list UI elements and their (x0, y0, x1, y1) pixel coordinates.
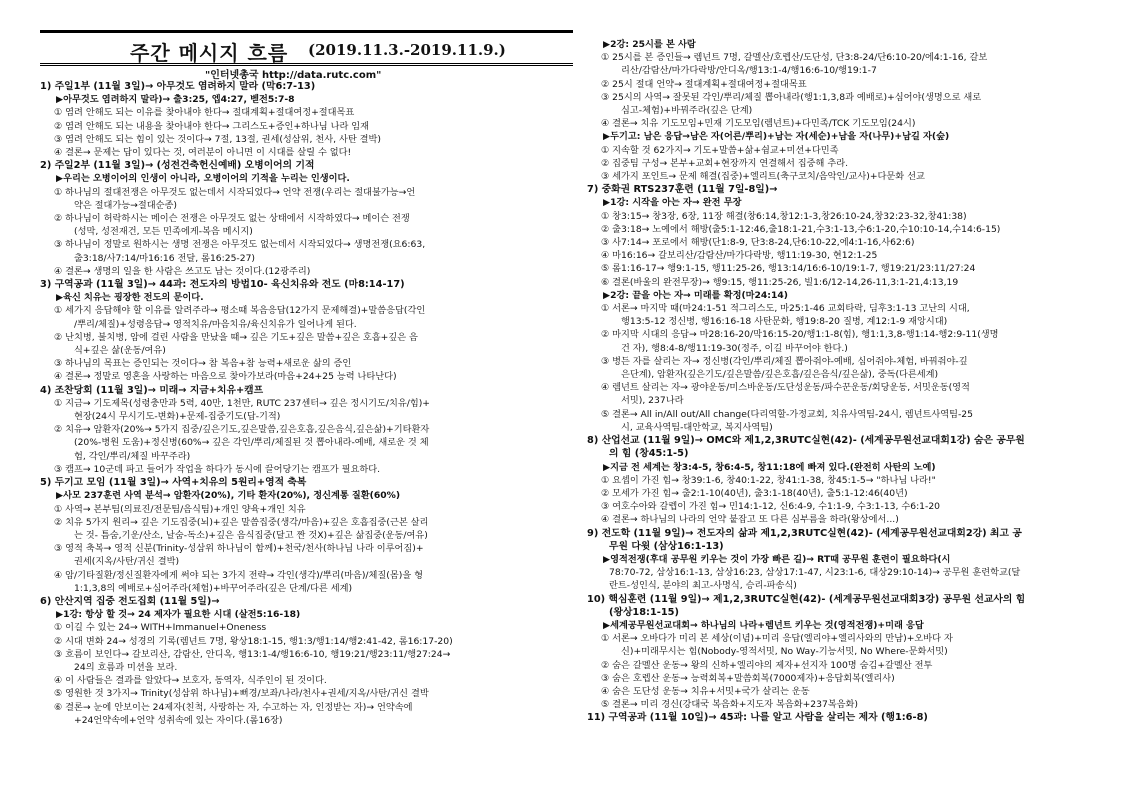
text-line: (20%-병원 도움)+정신병(60%→ 깊은 각인/뿌리/체질된 것 뽑아내라-예배, 새로운 것 체 (74, 437, 429, 449)
text-line: ④ 마16:16→ 갈보리산/감람산/마가다락방, 행11:19-30, 현12:1-25 (601, 250, 878, 262)
text-line: ③ 숨은 호렙산 운동→ 능력회복+말씀회복(7000제자)+응답회복(엘리사) (601, 672, 895, 684)
text-line: ▶1강: 항상 할 것→ 24 제자가 필요한 시대 (살전5:16-18) (56, 609, 301, 621)
text-line: 리산/감람산/마가다락방/안디옥/행13:1-4/행16:6-10/행19:1-7 (621, 65, 877, 77)
text-line: ▶세계공무원선교대회→ 하나님의 나라+렘넌트 키우는 것(영적전쟁)+미래 응답 (603, 619, 924, 631)
section-heading: 9) 전도학 (11월 9일)→ 전도자의 삶과 제1,2,3RUTC실현(42)- (세계공무원선교대회2강) 최고 공 (587, 527, 1022, 539)
text-line: ④ 결론→ 정말로 영혼을 사랑하는 마음으로 찾아가보라(마음+24+25 능력 나타난다) (54, 371, 397, 383)
date-range: (2019.11.3.-2019.11.9.) (308, 41, 506, 59)
text-line: 시, 교육사역팀-대안학교, 복지사역팀) (621, 421, 773, 433)
text-line: ③ 흐름이 보인다→ 갈보리산, 감람산, 안디옥, 행13:1-4/행16:6-10, 행19:21/행23:11/행27:24→ (54, 648, 451, 660)
text-line: ④ 결론→ 하나님의 나라의 언약 붙잡고 또 다른 심부름을 하라(왕상에서...) (601, 514, 899, 526)
text-line: 란트-성인식, 분야의 최고-사명식, 승리-파송식) (609, 580, 797, 592)
section-heading: 7) 중화권 RTS237훈련 (11월 7일-8일)→ (587, 184, 778, 196)
text-line: ③ 염려 안해도 되는 힘이 있는 것이다→ 7절, 13절, 권세(성삼위, 천사, 사탄 결박) (54, 133, 381, 145)
text-line: 1:1,3,8의 예배로+심어주라(체험)+바꾸어주라(깊은 단계/다른 세계) (74, 582, 353, 594)
text-line: ③ 여호수아와 갈렙이 가진 힘→ 민14:1-12, 신6:4-9, 수1:1-9, 수3:1-13, 수6:1-20 (601, 501, 941, 513)
text-line: ▶지금 전 세계는 창3:4-5, 창6:4-5, 창11:18에 빠져 있다.(완전히 사탄의 노예) (603, 461, 936, 473)
text-line: ① 사역→ 본부팀(의료진/전문팀/음식팀)+개인 양육+개인 치유 (54, 503, 306, 515)
text-line: ④ 결론→ 생명의 일을 한 사람은 쓰고도 남는 것이다.(12광주리) (54, 265, 311, 277)
text-line: ▶육신 치유는 굉장한 전도의 문이다. (56, 292, 204, 304)
title-box (40, 30, 573, 66)
text-line: ⑥ 결론→ 눈에 안보이는 24제자(친척, 사랑하는 자, 수고하는 자, 인정받는 자)→ 언약속에 (54, 701, 413, 713)
text-line: ② 치유→ 암환자(20%→ 5가지 집중/깊은기도,깊은말씀,깊은호흡,깊은음식,깊은삶)+기타환자 (54, 424, 430, 436)
text-line: ③ 하나님이 정말로 원하시는 생명 전쟁은 아무것도 없는데서 시작되었다→ 생명전쟁(요6:63, (54, 239, 426, 251)
text-line: /뿌리/체질)+성령응답→ 영적치유/마음치유/육신치유가 일어나게 된다. (74, 318, 357, 330)
text-line: ▶2강: 끝을 아는 자→ 미래를 확정(마24:14) (603, 289, 788, 301)
text-line: ② 난치병, 불치병, 암에 걸린 사람을 만났을 때→ 깊은 기도+깊은 말씀+깊은 호흡+깊은 음 (54, 331, 418, 343)
text-line: ⑥ 결론(바울의 완전무장)→ 행9:15, 행11:25-26, 빌1:6/12-14,26-11,3:1-21,4:13,19 (601, 276, 959, 288)
text-line: ④ 결론→ 문제는 답이 있다는 것, 여러분이 아니면 이 시대를 살릴 수 없다! (54, 147, 352, 159)
text-line: ④ 숨은 도단성 운동→ 치유+서밋+국가 살리는 운동 (601, 685, 810, 697)
text-line: ▶사모 237훈련 사역 분석→ 암환자(20%), 기타 환자(20%), 정신계통 질환(60%) (56, 490, 401, 502)
page-title: 주간 메시지 흐름 (130, 41, 289, 65)
text-line: ▶1강: 시작을 아는 자→ 완전 무장 (603, 197, 742, 209)
right-column (587, 38, 1135, 725)
text-line: 약은 절대가능→절대순종) (74, 199, 177, 211)
text-line: 식+깊은 삶(운동/여유) (74, 345, 166, 357)
text-line: ② 출3:18→ 노예에서 해방(출5:1-12:46,출18:1-21,수3:1-13,수6:1-20,수10:10-14,수14:6-15) (601, 223, 1001, 235)
text-line: ② 시대 변화 24→ 성경의 기록(렘넌트 7명, 왕상18:1-15, 행1:3/행1:14/행2:41-42, 롬16:17-20) (54, 635, 453, 647)
left-column (40, 80, 588, 727)
section-heading: 11) 구역공과 (11월 10일)→ 45과: 나를 알고 사람을 살리는 제자 (행1:6-8) (587, 712, 928, 724)
text-line: ③ 사7:14→ 포로에서 해방(단1:8-9, 단3:8-24,단6:10-22,에4:1-16,사62:6) (601, 237, 915, 249)
text-line: ③ 세가지 포인트→ 문제 해결(집중)+엘리트(축구코치/음악인/교사)+다문화 선교 (601, 171, 925, 183)
text-line: ③ 하나님의 목표는 증인되는 것이다→ 참 복음+참 능력+새로운 삶의 증인 (54, 358, 352, 370)
text-line: ② 염려 안해도 되는 내용을 찾아내야 한다→ 그리스도+증인+하나님 나라 임재 (54, 120, 369, 132)
text-line: ① 지금→ 기도제목(성령충만과 5력, 40만, 1천만, RUTC 237센터→ 깊은 정시기도/치유/힘)+ (54, 397, 431, 409)
text-line: 는 것- 틈숨,기운/산소, 날숨-독소)+깊은 음식집중(달고 짠 것X)+깊은 삶집중(운동/여유) (74, 529, 428, 541)
text-line: 심고-체험)+바꿔주라(깊은 단계) (621, 105, 753, 117)
text-line: 건 자), 행8:4-8/행11:19-30(정주, 이길 바꾸어야 한다.) (621, 342, 848, 354)
text-line: +24언약속에+언약 성취속에 있는 자이다.(롬16장) (74, 714, 283, 726)
text-line: ① 염려 안해도 되는 이유를 찾아내야 한다→ 절대계획+절대여정+절대목표 (54, 107, 355, 119)
text-line: ① 지속할 것 62가지→ 기도+말씀+삶+쉼교+미션+다민족 (601, 144, 839, 156)
text-line: 78:70-72, 삼상16:1-13, 삼상16:23, 삼상17:1-47, 시23:1-6, 대상29:10-14)→ 공무원 훈련학교(달 (609, 567, 1021, 579)
text-line: (성막, 성전재건, 모든 민족에게-복음 메시지) (74, 226, 253, 238)
url-line: "인터넷총국 http://data.rutc.com" (205, 70, 382, 81)
text-line: ④ 결론→ 치유 기도모임+민재 기도모임(렘넌트)+다민족/TCK 기도모임(24시) (601, 118, 916, 130)
text-line: ① 세가지 응답해야 할 이유를 알려주라→ 평소때 복음응답(12가지 문제해결)+말씀응답(각인 (54, 305, 426, 317)
text-line: ② 마지막 시대의 응답→ 마28:16-20/막16:15-20/행1:1-8(힘), 행1:1,3,8-행1:14-행2:9-11(생명 (601, 329, 999, 341)
text-line: ③ 캠프→ 10군데 파고 들어가 작업을 하다가 동시에 끌어당기는 캠프가 필요하다. (54, 463, 381, 475)
section-heading: 3) 구역공과 (11월 3일)→ 44과: 전도자의 방법10- 육신치유와 전도 (마8:14-17) (40, 279, 405, 291)
text-line: ▶2강: 25시를 본 사람 (603, 39, 696, 50)
text-line: ⑤ 영원한 것 3가지→ Trinity(성삼위 하나님)+뻐경/보좌/나라/천사+권세/지옥/사탄/귀신 결박 (54, 688, 429, 700)
text-line: ④ 렘넌트 살리는 자→ 광야운동/미스바운동/도단성운동/파수꾼운동/회당운동, 서밋운동(영적 (601, 382, 970, 394)
section-heading: (왕상18:1-15) (609, 606, 679, 618)
text-line: ② 치유 5가지 원리→ 깊은 기도집중(뇌)+깊은 말씀집중(생각/마음)+깊은 호흡집중(근본 살리 (54, 516, 429, 528)
text-line: 험, 각인/뿌리/체질 바꾸주라) (74, 450, 191, 462)
text-line: ② 25시 절대 언약→ 절대계획+절대여정+절대목표 (601, 78, 807, 90)
text-line: ② 숨은 갈멜산 운동→ 왕의 신하+엘리야의 제자+선지자 100명 숨김+갈멜산 전투 (601, 659, 933, 671)
section-heading: 4) 조찬당회 (11월 3일)→ 미래→ 지금+치유+캠프 (40, 384, 264, 396)
section-heading: 1) 주일1부 (11월 3일)→ 아무것도 염려하지 말라 (막6:7-13) (40, 81, 316, 92)
text-line: ▶영적전쟁(후대 공무원 키우는 것이 가장 빠른 길)→ RT때 공무원 훈련이 필요하다(시 (603, 553, 951, 565)
text-line: 권세(지옥/사탄/귀신 결박) (74, 556, 180, 568)
section-heading: 6) 안산지역 집중 전도집회 (11월 5일)→ (40, 595, 220, 607)
text-line: ① 창3:15→ 창3장, 6장, 11장 해결(창6:14,창12:1-3,창26:10-24,창32:23-32,창41:38) (601, 210, 967, 222)
section-heading: 8) 산업선교 (11월 9일)→ OMC와 제1,2,3RUTC실현(42)- (세계공무원선교대회1강) 숨은 공무원 (587, 435, 1025, 447)
section-heading: 10) 핵심훈련 (11월 9일)→ 제1,2,3RUTC실현(42)- (세계공무원선교대회3강) 공무원 선교사의 힘 (587, 593, 1026, 605)
section-heading: 의 힘 (창45:1-5) (609, 448, 689, 460)
text-line: ② 집중팀 구성→ 본부+교회+현장까지 연결해서 집중해 추라. (601, 157, 849, 169)
text-line: ⑤ 결론→ All in/All out/All change(다리역할-가정교회, 치유사역팀-24시, 렘넌트사역팀-25 (601, 408, 973, 420)
text-line: 신)+미래무시는 힘(Nobody-영적서밋, No Way-기능서밋, No Where-문화서밋) (621, 646, 948, 658)
text-line: ① 서론→ 마지막 때(마24:1-51 적그리스도, 마25:1-46 교회타락, 딤후3:1-13 고난의 시대, (601, 303, 970, 315)
text-line: 현장(24시 무시기도-변화)+문제-집중기도(답-기적) (74, 411, 281, 423)
text-line: ① 이길 수 있는 24→ WITH+Immanuel+Oneness (54, 622, 267, 634)
text-line: ⑤ 결론→ 미리 경신(강대국 복음화+지도자 복음화+237복음화) (601, 699, 859, 711)
text-line: ② 모세가 가진 힘→ 출2:1-10(40년), 출3:1-18(40년), 출5:1-12:46(40년) (601, 487, 908, 499)
section-heading: 5) 두기고 모임 (11월 3일)→ 사역+치유의 5원리+영적 축복 (40, 477, 307, 489)
section-heading: 무원 다윗 (삼상16:1-13) (609, 540, 724, 552)
text-line: ① 25시를 본 증인들→ 렘넌트 7명, 갈멜산/호렙산/도단성, 단3:8-24/단6:10-20/에4:1-16, 갈보 (601, 52, 988, 64)
text-line: ① 서론→ 오바다가 미리 본 세상(이념)+미리 응답(엘리야+엘리사와의 만남)+오바다 자 (601, 633, 953, 645)
text-line: ② 하나님이 허락하시는 메이슨 전쟁은 아무것도 없는 상태에서 시작하였다→ 메이슨 전쟁 (54, 213, 410, 225)
text-line: ⑤ 롬1:16-17→ 행9:1-15, 행11:25-26, 행13:14/16:6-10/19:1-7, 행19:21/23:11/27:24 (601, 263, 976, 275)
text-line: ▶아무것도 염려하지 말라)→ 출3:25, 엡4:27, 벧전5:7-8 (56, 94, 295, 106)
text-line: ④ 이 사람들은 결과를 알았다→ 보호자, 동역자, 식주인이 된 것이다. (54, 675, 327, 687)
section-heading: 2) 주일2부 (11월 3일)→ (성전건축헌신예배) 오병이어의 기적 (40, 160, 315, 172)
text-line: ▶두기고: 남은 응답→남은 자(어른/뿌리)+남는 자(세순)+남을 자(나무)+남길 자(숲) (603, 131, 950, 143)
text-line: ▶우리는 오병이어의 인생이 아니라, 오병이어의 기적을 누리는 인생이다. (56, 173, 350, 185)
text-line: ① 요셉이 가진 힘→ 창39:1-6, 창40:1-22, 창41:1-38, 창45:1-5→ "하나님 나라!" (601, 474, 936, 486)
text-line: 출3:18/사7:14/마16:16 전달, 롬16:25-27) (74, 252, 256, 264)
text-line: ① 하나님의 절대전쟁은 아무것도 없는데서 시작되었다→ 언약 전쟁(우리는 절대불가능→언 (54, 186, 416, 198)
text-line: 서밋), 237나라 (621, 395, 684, 407)
text-line: ③ 25시의 사역→ 잘못된 각인/뿌리/체질 뽑아내라(행1:1,3,8과 예배로)+심어야(생명으로 새로 (601, 91, 982, 103)
text-line: ④ 암/기타질환/정신질환자에게 써야 되는 3가지 전략→ 각인(생각)/뿌리(마음)/체질(몸)을 형 (54, 569, 423, 581)
text-line: 24의 흐름과 미션을 보라. (74, 661, 178, 673)
text-line: ③ 영적 축복→ 영적 신분(Trinity-성삼위 하나님이 함께)+천국/천사(하나님 나라 이루어짐)+ (54, 543, 424, 555)
text-line: ③ 병든 자를 살리는 자→ 정신병(각인/뿌리/체질 뽑아줘야-예배, 심어줘야-체험, 바꿔줘야-깊 (601, 355, 968, 367)
text-line: 행13:5-12 정신병, 행16:16-18 사탄문화, 행19:8-20 질병, 계12:1-9 재앙시대) (621, 316, 948, 328)
text-line: 은단계), 암환자(깊은기도/깊은말씀/깊은호흡/깊은음식/깊은삶), 중독(다른세계) (621, 369, 939, 381)
